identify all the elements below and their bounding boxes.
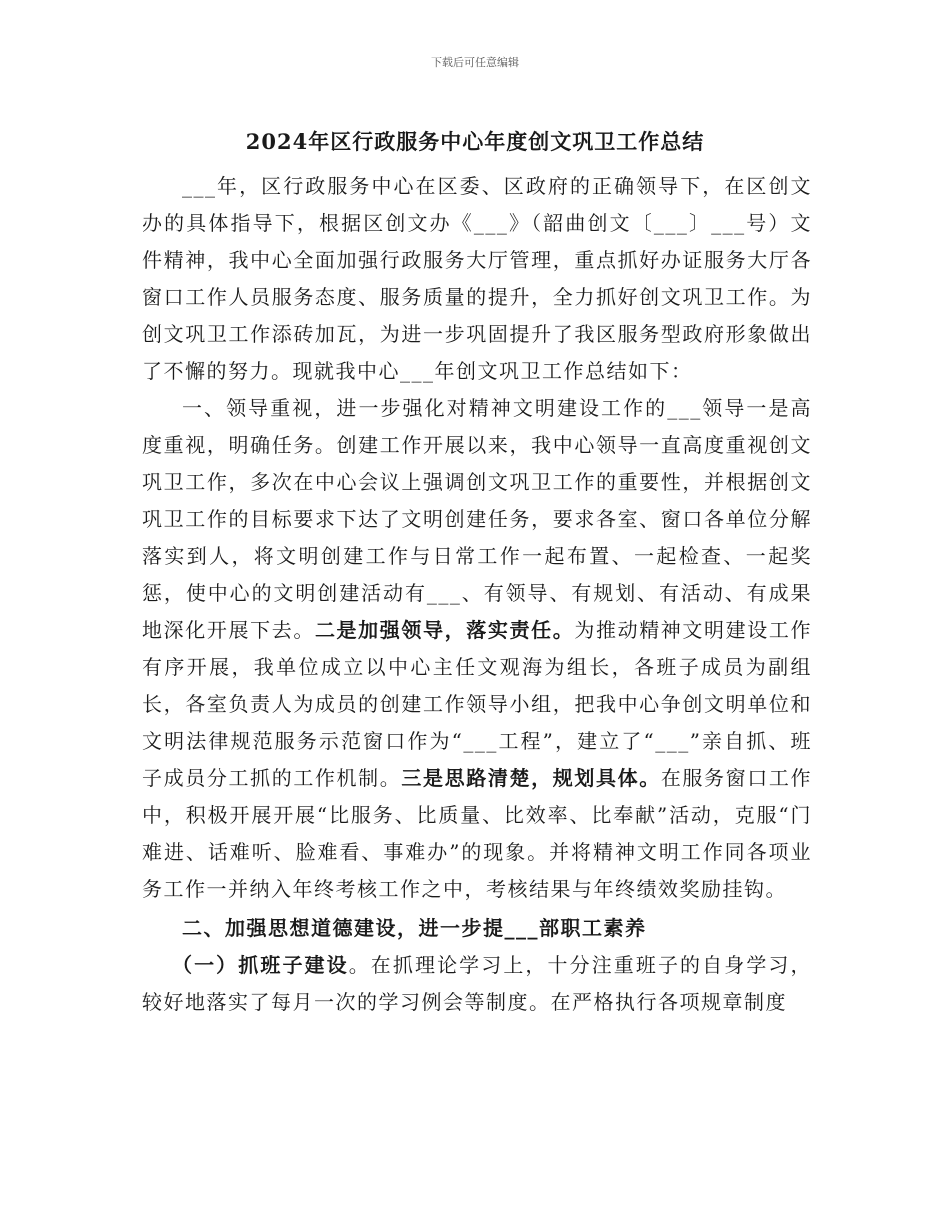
subsection-1-paragraph bbox=[142, 947, 812, 1021]
subsection-1-bold: （一）抓班子建设 bbox=[172, 953, 349, 977]
section-1-text-b: 为推动精神文明建设工作有序开展，我单位成立以中心主任文观海为组长，各班子成员为副组长，各室负责人为成员的创建工作领导小组，把我中心争创文明单位和文明法律规范服务示范窗口作为“___工程”，建立了“___”亲自抓、班子成员分工抓的工作机制。 bbox=[142, 618, 813, 790]
section-1-text-c: 在服务窗口工作中，积极开展开展“比服务、比质量、比效率、比奉献”活动，克服“门难进、话难听、脸难看、事难办”的现象。并将精神文明工作同各项业务工作一并纳入年终考核工作之中，考核结果与年终绩效奖励挂钩。 bbox=[142, 766, 813, 901]
intro-paragraph: ___年，区行政服务中心在区委、区政府的正确领导下，在区创文办的具体指导下，根据区创文办《___》（韶曲创文〔___〕___号）文件精神，我中心全面加强行政服务大厅管理，重点抓好办证服务大厅各窗口工作人员服务态度、服务质量的提升，全力抓好创文巩卫工作。为创文巩卫工作添砖加瓦，为进一步巩固提升了我区服务型政府形象做出了不懈的努力。现就我中心___年创文巩卫工作总结如下： bbox=[142, 174, 812, 383]
document-body bbox=[142, 168, 812, 1021]
document-title: 2024年区行政服务中心年度创文巩卫工作总结 bbox=[245, 129, 705, 154]
header-note: 下载后可任意编辑 bbox=[431, 56, 519, 69]
section-1-text-a: 一、领导重视，进一步强化对精神文明建设工作的___领导一是高度重视，明确任务。创建工作开展以来，我中心领导一直高度重视创文巩卫工作，多次在中心会议上强调创文巩卫工作的重要性，并根据创文巩卫工作的目标要求下达了文明创建任务，要求各室、窗口各单位分解落实到人，将文明创建工作与日常工作一起布置、一起检查、一起奖惩，使中心的文明创建活动有___、有领导、有规划、有活动、有成果地深化开展下去。 bbox=[142, 396, 812, 642]
section-1-bold-b: 三是思路清楚，规划具体。 bbox=[401, 766, 661, 790]
section-1-bold-a: 二是加强领导，落实责任。 bbox=[314, 618, 575, 642]
section-1-paragraph bbox=[142, 390, 812, 908]
section-2-heading: 二、加强思想道德建设，进一步提___部职工素养 bbox=[182, 916, 647, 940]
subsection-1-text: 。在抓理论学习上，十分注重班子的自身学习，较好地落实了每月一次的学习例会等制度。在严格执行各项规章制度 bbox=[142, 953, 813, 1014]
